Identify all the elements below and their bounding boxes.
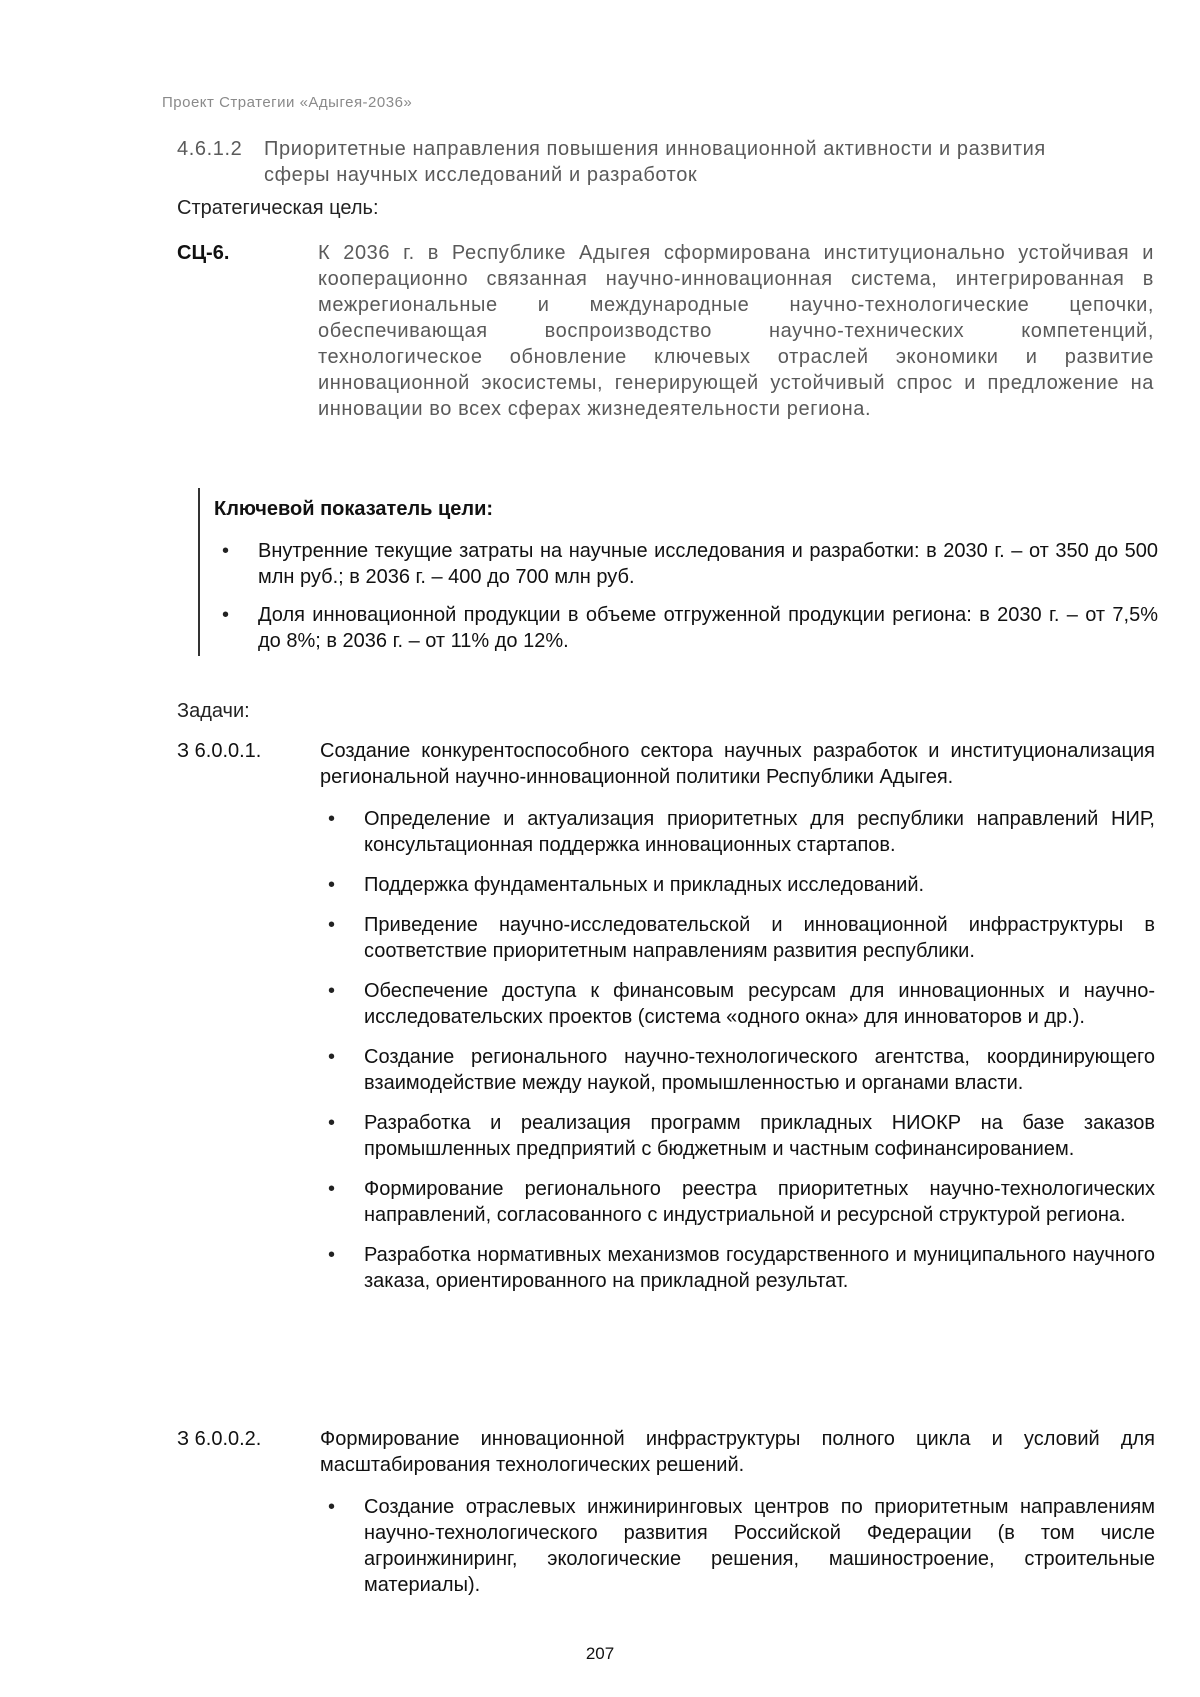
bullet-icon: • — [328, 1112, 336, 1134]
task-bullet-text: Создание регионального научно-технологического агентства, координирующего взаимодействие между наукой, промышленностью и органами власти. — [364, 1046, 1155, 1094]
section-number: 4.6.1.2 — [177, 138, 243, 160]
kpi-item-text: Доля инновационной продукции в объеме отгруженной продукции региона: в 2030 г. – от 7,5% до 8%; в 2036 г. – от 11% до 12%. — [258, 604, 1158, 652]
task-bullet-text: Обеспечение доступа к финансовым ресурсам для инновационных и научно-исследовательских проектов (система «одного окна» для инноваторов и др.). — [364, 980, 1155, 1028]
task-bullet — [320, 872, 1155, 898]
bullet-icon: • — [328, 980, 336, 1002]
task-bullet — [320, 1176, 1155, 1228]
kpi-list — [214, 538, 1158, 666]
kpi-item — [214, 602, 1158, 654]
bullet-icon: • — [328, 914, 336, 936]
task-bullet — [320, 1242, 1155, 1294]
task-item — [177, 738, 1155, 1308]
task-title: Создание конкурентоспособного сектора научных разработок и институционализация региональной научно-инновационной политики Республики Адыгея. — [320, 740, 1155, 788]
section-title: Приоритетные направления повышения инновационной активности и развития сферы научных исследований и разработок — [264, 138, 1046, 186]
task-bullet — [320, 912, 1155, 964]
task-bullet — [320, 1110, 1155, 1162]
task-bullet-text: Поддержка фундаментальных и прикладных исследований. — [364, 874, 925, 896]
bullet-icon: • — [328, 874, 336, 896]
task-bullet — [320, 806, 1155, 858]
task-item — [177, 1426, 1155, 1612]
kpi-item — [214, 538, 1158, 590]
bullet-icon: • — [222, 604, 230, 626]
task-header — [177, 1426, 1155, 1478]
task-bullet — [320, 1044, 1155, 1096]
bullet-icon: • — [328, 808, 336, 830]
bullet-icon: • — [328, 1046, 336, 1068]
task-bullet-text: Определение и актуализация приоритетных для республики направлений НИР, консультационная поддержка инновационных стартапов. — [364, 808, 1155, 856]
bullet-icon: • — [222, 540, 230, 562]
task-bullet-list — [320, 1494, 1155, 1598]
task-header — [177, 738, 1155, 790]
strategic-goal-code: СЦ-6. — [177, 242, 230, 264]
task-bullet-text: Формирование регионального реестра приоритетных научно-технологических направлений, согласованного с индустриальной и ресурсной структурой региона. — [364, 1178, 1155, 1226]
bullet-icon: • — [328, 1496, 336, 1518]
task-bullet — [320, 978, 1155, 1030]
strategic-goal-text: К 2036 г. в Республике Адыгея сформирована институционально устойчивая и кооперационно связанная научно-инновационная система, интегрированная в межрегиональные и международные научно-технологические цепочки, обеспечивающая воспроизводство научно-технических компетенций, технологическое обновление ключевых отраслей экономики и развитие инновационной экосистемы, генерирующей устойчивый спрос и предложение на инновации во всех сферах жизнедеятельности региона. — [318, 242, 1154, 420]
kpi-title: Ключевой показатель цели: — [214, 498, 494, 520]
bullet-icon: • — [328, 1244, 336, 1266]
kpi-item-text: Внутренние текущие затраты на научные исследования и разработки: в 2030 г. – от 350 до 500 млн руб.; в 2036 г. – 400 до 700 млн руб. — [258, 540, 1158, 588]
bullet-icon: • — [328, 1178, 336, 1200]
strategic-goal-label: Стратегическая цель: — [177, 197, 379, 219]
task-bullet-text: Создание отраслевых инжиниринговых центров по приоритетным направлениям научно-технологического развития Российской Федерации (в том числе агроинжиниринг, экологические решения, машиностроение, строительные материалы). — [364, 1496, 1155, 1596]
tasks-label: Задачи: — [177, 700, 250, 722]
task-bullet-text: Приведение научно-исследовательской и инновационной инфраструктуры в соответствие приоритетным направлениям развития республики. — [364, 914, 1155, 962]
task-bullet-text: Разработка нормативных механизмов государственного и муниципального научного заказа, ориентированного на прикладной результат. — [364, 1244, 1155, 1292]
task-bullet-text: Разработка и реализация программ прикладных НИОКР на базе заказов промышленных предприятий с бюджетным и частным софинансированием. — [364, 1112, 1155, 1160]
task-bullet-list — [320, 806, 1155, 1294]
task-code: З 6.0.0.1. — [177, 740, 262, 762]
task-code: З 6.0.0.2. — [177, 1428, 262, 1450]
kpi-box — [198, 488, 1160, 656]
task-title: Формирование инновационной инфраструктуры полного цикла и условий для масштабирования технологических решений. — [320, 1428, 1155, 1476]
running-head: Проект Стратегии «Адыгея-2036» — [162, 94, 413, 111]
section-heading — [177, 136, 1077, 188]
task-bullet — [320, 1494, 1155, 1598]
page-number: 207 — [585, 1644, 615, 1663]
